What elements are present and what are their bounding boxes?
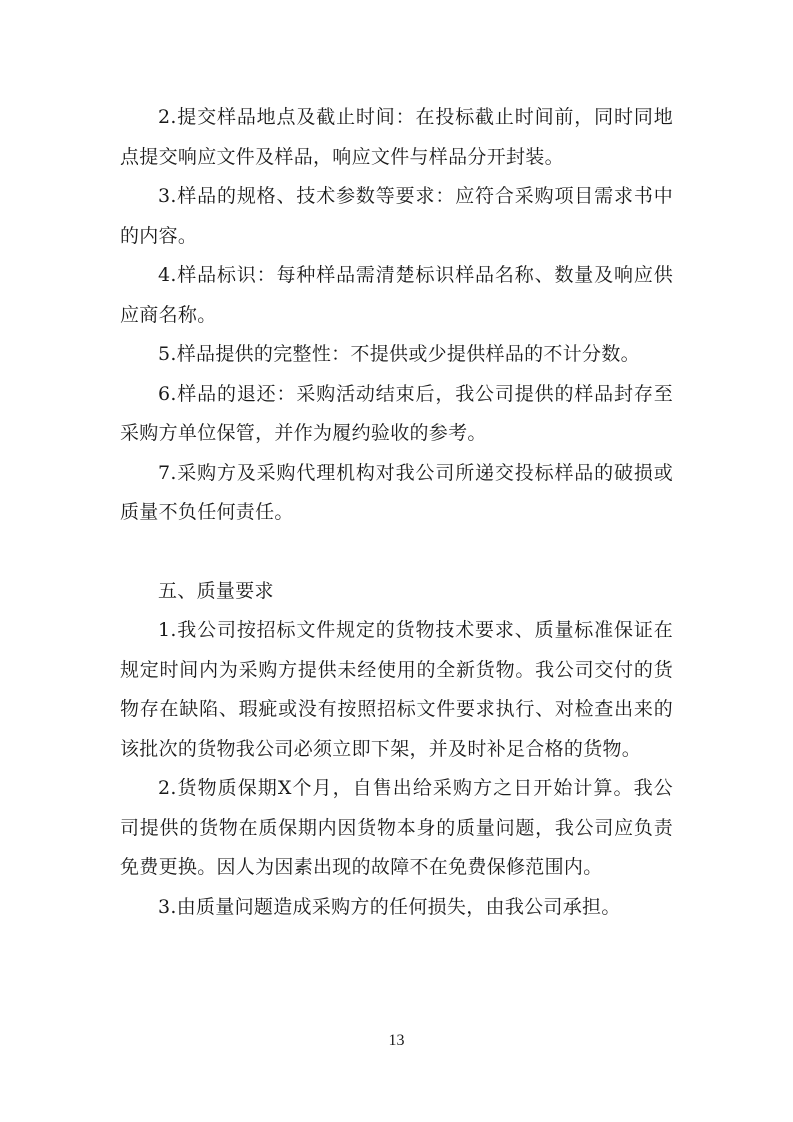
sample-item-3: 3.样品的规格、技术参数等要求：应符合采购项目需求书中的内容。 bbox=[120, 185, 673, 247]
page-number: 13 bbox=[388, 1032, 405, 1049]
quality-item-3: 3.由质量问题造成采购方的任何损失，由我公司承担。 bbox=[158, 895, 621, 918]
sample-item-2: 2.提交样品地点及截止时间：在投标截止时间前，同时同地点提交响应文件及样品，响应文件与样品分开封装。 bbox=[120, 106, 673, 168]
quality-item-2: 2.货物质保期X个月，自售出给采购方之日开始计算。我公司提供的货物在质保期内因货物本身的质量问题，我公司应负责免费更换。因人为因素出现的故障不在免费保修范围内。 bbox=[120, 777, 673, 878]
section-heading-quality: 五、质量要求 bbox=[158, 579, 274, 602]
quality-item-1: 1.我公司按招标文件规定的货物技术要求、质量标准保证在规定时间内为采购方提供未经使用的全新货物。我公司交付的货物存在缺陷、瑕疵或没有按照招标文件要求执行、对检查出来的该批次的货物我公司必须立即下架，并及时补足合格的货物。 bbox=[120, 619, 673, 760]
document-body bbox=[120, 98, 673, 927]
sample-item-6: 6.样品的退还：采购活动结束后，我公司提供的样品封存至采购方单位保管，并作为履约验收的参考。 bbox=[120, 382, 673, 444]
sample-item-5: 5.样品提供的完整性：不提供或少提供样品的不计分数。 bbox=[158, 343, 640, 365]
section-gap bbox=[120, 533, 673, 572]
sample-item-4: 4.样品标识：每种样品需清楚标识样品名称、数量及响应供应商名称。 bbox=[120, 264, 673, 326]
sample-item-7: 7.采购方及采购代理机构对我公司所递交投标样品的破损或质量不负任何责任。 bbox=[120, 461, 673, 523]
